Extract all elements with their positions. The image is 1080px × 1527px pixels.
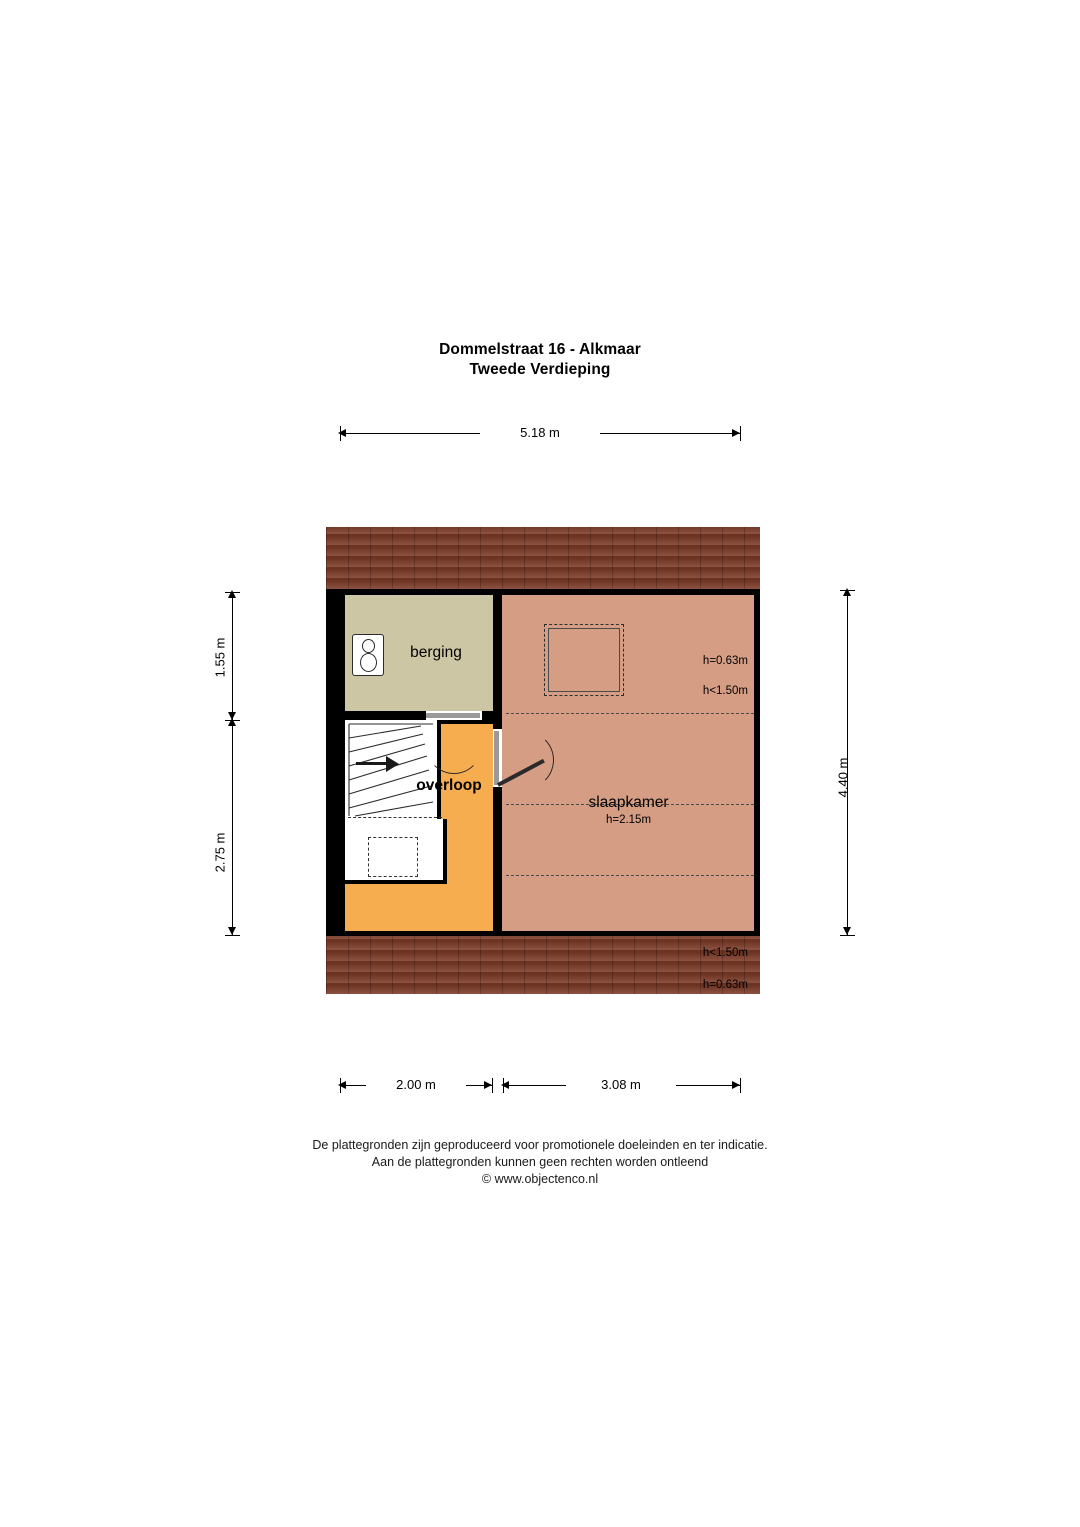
dimension-left-lower-tick-bottom <box>225 935 240 936</box>
dimension-left-lower-arrow-top <box>228 718 236 726</box>
dimension-bottom-right-label: 3.08 m <box>566 1077 676 1092</box>
dimension-right-label: 4.40 m <box>835 757 851 798</box>
room-label-slaapkamer <box>526 794 731 829</box>
height-note-top-inner: h<1.50m <box>702 685 748 697</box>
height-note-top-outer: h=0.63m <box>702 655 748 667</box>
dimension-left-upper-line <box>232 592 233 720</box>
interior-wall-stair-right-lower <box>443 819 447 884</box>
dimension-right-arrow-bottom <box>843 927 851 935</box>
toilet-tank <box>362 639 375 653</box>
dimension-bottom-right-arrow-right <box>732 1081 740 1089</box>
height-note-bottom-outer: h=0.63m <box>702 979 748 991</box>
exterior-walls <box>326 589 760 991</box>
dimension-left-upper-label: 1.55 m <box>212 637 228 678</box>
title-address: Dommelstraat 16 - Alkmaar <box>439 341 641 358</box>
dimension-right-tick-bottom <box>840 935 855 936</box>
stair-direction-line <box>356 762 388 765</box>
dimension-top-tick-left <box>340 426 341 441</box>
height-line-upper <box>506 713 754 714</box>
dimension-bottom-right-tick-left <box>503 1078 504 1093</box>
floor-plan <box>326 527 760 994</box>
room-label-berging: berging <box>410 644 462 661</box>
dimension-bottom-left-tick-left <box>340 1078 341 1093</box>
dimension-left-upper-tick-top <box>225 592 240 593</box>
room-label-slaapkamer-height: h=2.15m <box>605 814 652 826</box>
footer-disclaimer <box>0 1137 1080 1188</box>
roof-top <box>326 527 760 589</box>
dimension-top-arrow-right <box>732 429 740 437</box>
footer-line-1: De plattegronden zijn geproduceerd voor promotionele doeleinden en ter indicatie. <box>312 1138 768 1152</box>
room-label-slaapkamer-name: slaapkamer <box>588 794 669 811</box>
page-title <box>0 340 1080 380</box>
height-note-bottom-inner: h<1.50m <box>702 947 748 959</box>
dimension-left-lower-arrow-bottom <box>228 927 236 935</box>
dimension-top-label: 5.18 m <box>480 425 600 440</box>
dimension-right-tick-top <box>840 590 855 591</box>
dimension-bottom-right-tick-right <box>740 1078 741 1093</box>
footer-line-3: © www.objectenco.nl <box>481 1172 599 1186</box>
stair-opening-hatch-icon <box>368 837 418 877</box>
footer-line-2: Aan de plattegronden kunnen geen rechten worden ontleend <box>371 1155 709 1169</box>
toilet-bowl <box>360 653 377 672</box>
dimension-bottom-left-tick-right <box>492 1078 493 1093</box>
dimension-bottom-left-label: 2.00 m <box>366 1077 466 1092</box>
hatch-inner-outline <box>548 628 620 692</box>
title-floor: Tweede Verdieping <box>469 361 611 378</box>
dimension-left-lower-line <box>232 720 233 935</box>
stair-direction-arrow-icon <box>386 756 399 772</box>
room-label-overloop: overloop <box>416 777 482 794</box>
dimension-top-tick-right <box>740 426 741 441</box>
dimension-left-lower-label: 2.75 m <box>212 832 228 873</box>
room-overloop-lower-area <box>345 884 493 931</box>
height-line-bottom <box>506 875 754 876</box>
dimension-bottom-left-arrow-right <box>484 1081 492 1089</box>
interior-wall-stair-bottom <box>345 880 447 884</box>
